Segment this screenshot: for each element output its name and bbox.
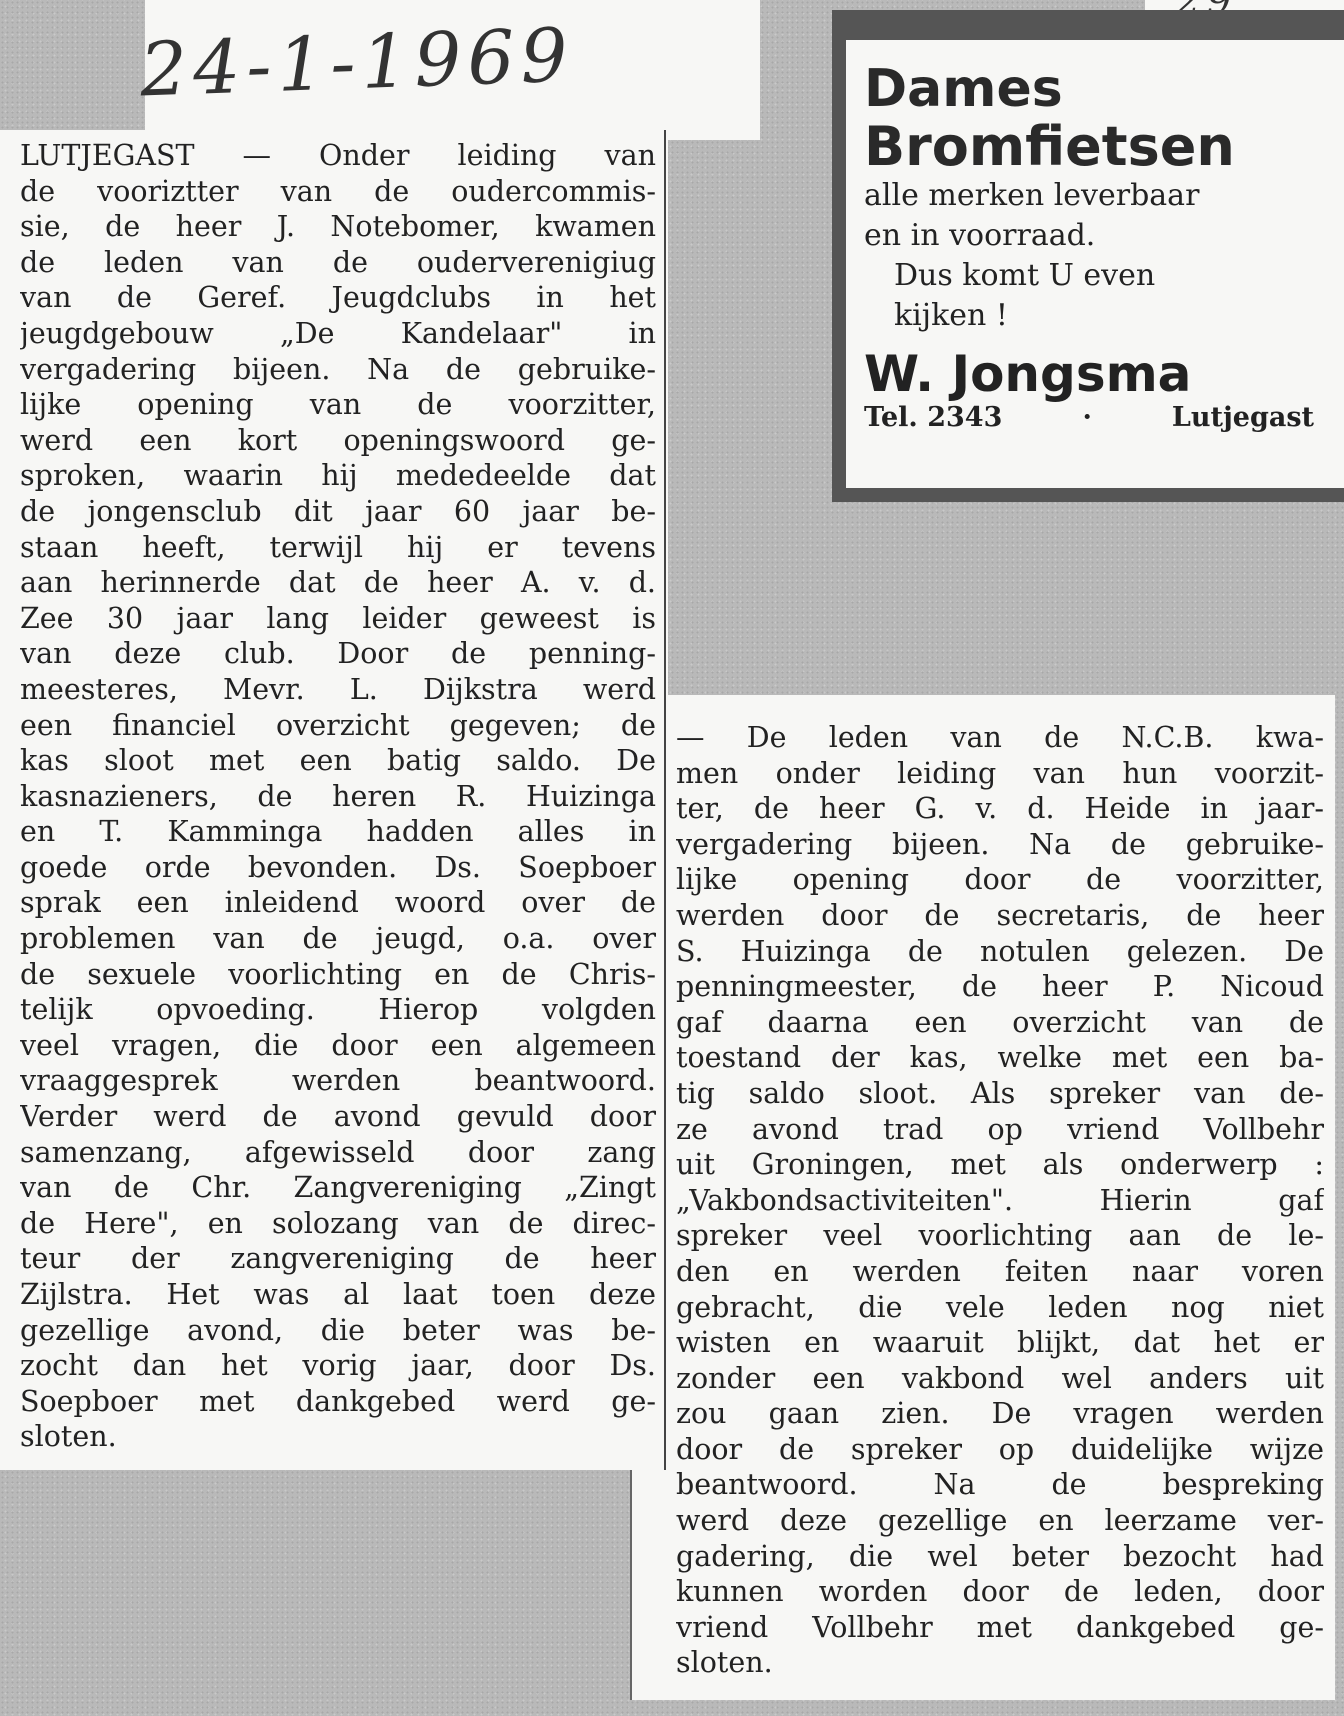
- text-line: werd deze gezellige en leerzame ver-: [676, 1504, 1324, 1538]
- ad-text: alle merken leverbaar: [864, 178, 1200, 213]
- text-line: vergadering bijeen. Na de gebruike-: [676, 827, 1324, 861]
- text-line: sloten.: [20, 1420, 117, 1454]
- text-line: aan herinnerde dat de heer A. v. d.: [20, 566, 656, 600]
- text-line: — De leden van de N.C.B. kwa-: [676, 721, 1324, 754]
- text-line: meesteres, Mevr. L. Dijkstra werd: [20, 672, 656, 706]
- text-line: telijk opvoeding. Hierop volgden: [20, 993, 656, 1027]
- text-line: tig saldo sloot. Als spreker van de-: [676, 1076, 1324, 1110]
- text-line: werd een kort openingswoord ge-: [20, 423, 656, 457]
- handwritten-date: 24-1-1969: [138, 12, 575, 114]
- left-article-body: [20, 138, 656, 1455]
- text-line: vriend Vollbehr met dankgebed ge-: [676, 1610, 1324, 1644]
- text-line: sloten.: [676, 1646, 773, 1680]
- text-line: goede orde bevonden. Ds. Soepboer: [20, 850, 656, 884]
- text-line: Verder werd de avond gevuld door: [20, 1100, 656, 1134]
- text-line: en T. Kamminga hadden alles in: [20, 815, 656, 849]
- left-article: [0, 130, 668, 1470]
- text-line: ze avond trad op vriend Vollbehr: [676, 1112, 1324, 1146]
- text-line: kunnen worden door de leden, door: [676, 1575, 1324, 1609]
- ad-advertiser-name: W. Jongsma: [864, 345, 1192, 403]
- text-line: S. Huizinga de notulen gelezen. De: [676, 934, 1324, 968]
- text-line: sie, de heer J. Notebomer, kwamen: [20, 210, 656, 244]
- text-line: kas sloot met een batig saldo. De: [20, 744, 656, 778]
- text-line: kasnazieners, de heren R. Huizinga: [20, 779, 656, 813]
- text-line: gadering, die wel beter bezocht had: [676, 1539, 1324, 1573]
- text-line: samenzang, afgewisseld door zang: [20, 1135, 656, 1169]
- text-line: penningmeester, de heer P. Nicoud: [676, 970, 1324, 1004]
- text-line: problemen van de jeugd, o.a. over: [20, 922, 656, 956]
- text-line: vraaggesprek werden beantwoord.: [20, 1064, 656, 1098]
- text-line: jeugdgebouw „De Kandelaar" in: [20, 316, 656, 350]
- text-line: staan heeft, terwijl hij er tevens: [20, 530, 656, 564]
- text-line: LUTJEGAST — Onder leiding van: [20, 139, 656, 172]
- text-line: de sexuele voorlichting en de Chris-: [20, 957, 656, 991]
- text-line: ter, de heer G. v. d. Heide in jaar-: [676, 792, 1324, 826]
- text-line: zou gaan zien. De vragen werden: [676, 1397, 1324, 1431]
- text-line: uit Groningen, met als onderwerp :: [676, 1148, 1324, 1182]
- right-article: [630, 695, 1335, 1700]
- text-line: „Vakbondsactiviteiten". Hierin gaf: [676, 1183, 1324, 1217]
- text-line: vergadering bijeen. Na de gebruike-: [20, 352, 656, 386]
- text-line: spreker veel voorlichting aan de le-: [676, 1219, 1324, 1253]
- text-line: men onder leiding van hun voorzit-: [676, 756, 1324, 790]
- text-line: Zijlstra. Het was al laat toen deze: [20, 1278, 656, 1311]
- text-line: door de spreker op duidelijke wijze: [676, 1432, 1324, 1466]
- advertisement: [846, 40, 1344, 488]
- text-line: Zee 30 jaar lang leider geweest is: [20, 601, 656, 635]
- ad-separator: ·: [1082, 402, 1092, 433]
- text-line: werden door de secretaris, de heer: [676, 898, 1324, 932]
- text-line: veel vragen, die door een algemeen: [20, 1028, 656, 1062]
- text-line: sproken, waarin hij mededeelde dat: [20, 459, 656, 493]
- ad-text: en in voorraad.: [864, 218, 1096, 253]
- text-line: wisten en waaruit blijkt, dat het er: [676, 1326, 1324, 1360]
- text-line: van de Chr. Zangvereniging „Zingt: [20, 1171, 656, 1205]
- ad-heading: Dames: [864, 59, 1063, 119]
- text-line: teur der zangvereniging de heer: [20, 1242, 656, 1276]
- ad-text: kijken !: [894, 298, 1008, 333]
- column-rule: [664, 130, 666, 1470]
- ad-text: Dus komt U even: [894, 258, 1156, 293]
- text-line: gebracht, die vele leden nog niet: [676, 1290, 1324, 1324]
- ad-contact: [864, 402, 1332, 433]
- text-line: zocht dan het vorig jaar, door Ds.: [20, 1349, 656, 1383]
- text-line: de Here", en solozang van de direc-: [20, 1206, 656, 1240]
- text-line: beantwoord. Na de bespreking: [676, 1468, 1324, 1502]
- text-line: de jongensclub dit jaar 60 jaar be-: [20, 494, 656, 528]
- text-line: den en werden feiten naar voren: [676, 1254, 1324, 1288]
- text-line: sprak een inleidend woord over de: [20, 886, 656, 920]
- text-line: Soepboer met dankgebed werd ge-: [20, 1384, 656, 1418]
- right-article-body: [676, 720, 1324, 1681]
- text-line: de leden van de ouderverenigiug: [20, 245, 656, 279]
- text-line: van deze club. Door de penning-: [20, 637, 656, 671]
- text-line: de vooriztter van de oudercommis-: [20, 174, 656, 208]
- text-line: toestand der kas, welke met een ba-: [676, 1041, 1324, 1075]
- ad-heading: Bromfietsen: [864, 115, 1235, 178]
- ad-phone: Tel. 2343: [864, 402, 1003, 433]
- advertisement-frame: [832, 10, 1344, 502]
- text-line: zonder een vakbond wel anders uit: [676, 1361, 1324, 1395]
- ad-place: Lutjegast: [1171, 402, 1314, 433]
- text-line: lijke opening door de voorzitter,: [676, 863, 1324, 897]
- text-line: gezellige avond, die beter was be-: [20, 1313, 656, 1347]
- text-line: een financiel overzicht gegeven; de: [20, 708, 656, 742]
- text-line: gaf daarna een overzicht van de: [676, 1005, 1324, 1039]
- text-line: lijke opening van de voorzitter,: [20, 388, 656, 422]
- text-line: van de Geref. Jeugdclubs in het: [20, 281, 656, 315]
